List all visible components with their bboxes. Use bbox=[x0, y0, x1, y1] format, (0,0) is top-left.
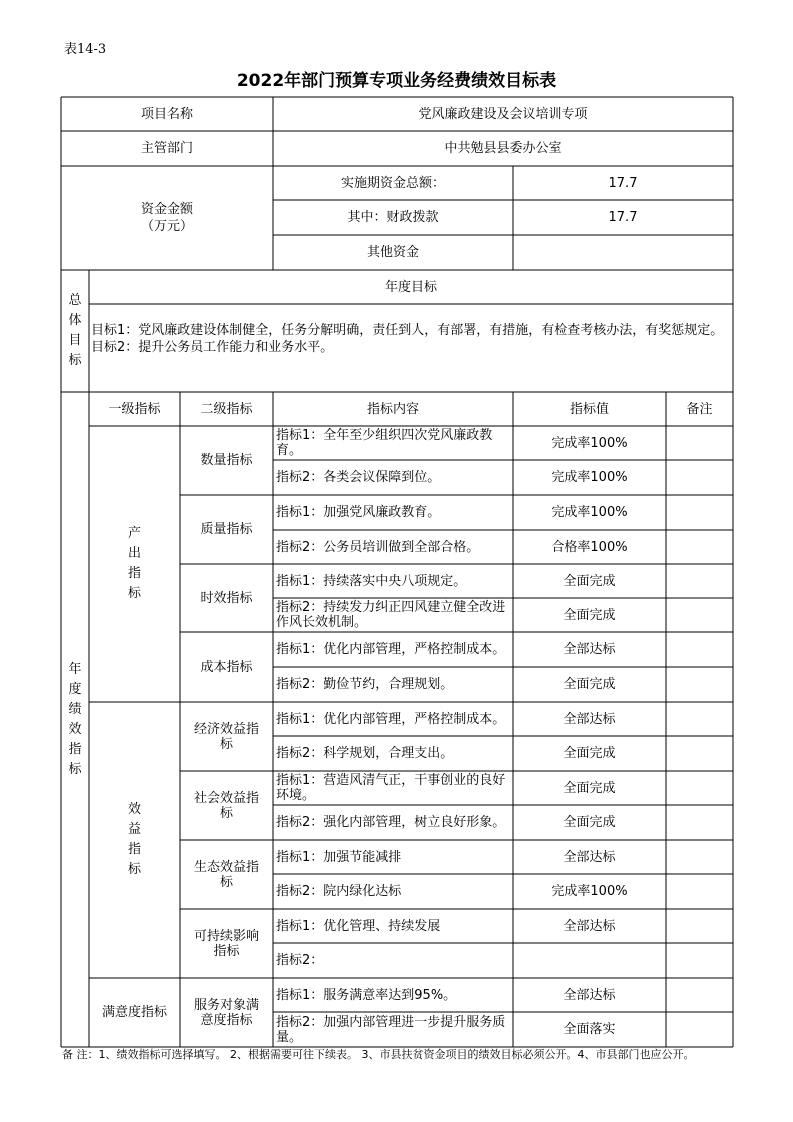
indicator-note bbox=[666, 978, 733, 1012]
total-funds-value: 17.7 bbox=[608, 175, 638, 191]
goal-2: 目标2：提升公务员工作能力和业务水平。 bbox=[91, 340, 334, 355]
indicator-note bbox=[666, 495, 733, 530]
satisfaction-indicators-label: 满意度指标 bbox=[101, 1005, 167, 1020]
col-level1-header: 一级指标 bbox=[108, 401, 161, 417]
indicator-value: 全部达标 bbox=[563, 918, 616, 934]
indicator-content: 指标2：科学规划，合理支出。 bbox=[276, 746, 454, 761]
indicator-value: 全面完成 bbox=[563, 607, 616, 623]
indicator-content: 指标1：营造风清气正，干事创业的良好环境。 bbox=[276, 773, 506, 803]
fiscal-funds-value: 17.7 bbox=[608, 210, 638, 225]
page-title: 2022年部门预算专项业务经费绩效目标表 bbox=[236, 71, 557, 91]
indicator-note bbox=[666, 771, 733, 805]
level2-indicator-name: 社会效益指标 bbox=[193, 790, 259, 821]
annual-indicators-side-label bbox=[61, 392, 89, 1047]
indicator-note bbox=[666, 943, 733, 978]
indicator-value: 全面完成 bbox=[563, 573, 616, 589]
indicator-value: 合格率100% bbox=[551, 539, 628, 555]
indicator-value: 全面完成 bbox=[563, 746, 616, 761]
annual-indicators-side-label-char: 度 bbox=[68, 681, 82, 697]
indicator-note bbox=[666, 909, 733, 943]
dept-name: 中共勉县县委办公室 bbox=[444, 141, 562, 156]
level2-indicator-name: 质量指标 bbox=[200, 522, 253, 537]
indicator-value: 全部达标 bbox=[563, 849, 616, 865]
level2-indicator-name: 服务对象满意度指标 bbox=[193, 997, 259, 1028]
funds-label-line: （万元） bbox=[140, 219, 193, 234]
annual-indicators-side-label-char: 绩 bbox=[68, 701, 82, 717]
col-level2-header: 二级指标 bbox=[200, 401, 253, 417]
output-indicators-label-char: 产 bbox=[127, 526, 141, 541]
benefit-indicators-label-char: 效 bbox=[127, 802, 141, 817]
indicator-note bbox=[666, 1012, 733, 1047]
indicator-content: 指标1：优化管理、持续发展 bbox=[276, 918, 441, 934]
footnote: 备 注：1、绩效指标可选择填写。 2、根据需要可往下续表。 3、市县扶贫资金项目的绩效目标必须公开。4、市县部门也应公开。 bbox=[62, 1048, 695, 1061]
level2-indicator-name: 可持续影响指标 bbox=[193, 928, 259, 959]
fiscal-funds-label: 其中：财政拨款 bbox=[347, 210, 439, 225]
overall-goal-side-label-char: 标 bbox=[68, 353, 82, 368]
funds-label-line: 资金金额 bbox=[140, 202, 193, 217]
col-note-header: 备注 bbox=[686, 401, 713, 417]
indicator-note bbox=[666, 426, 733, 460]
benefit-indicators-label-char: 指 bbox=[127, 842, 141, 857]
indicator-content: 指标2：持续发力纠正四风建立健全改进作风长效机制。 bbox=[276, 600, 506, 630]
table-code: 表14-3 bbox=[64, 42, 107, 57]
indicator-note bbox=[666, 530, 733, 564]
indicator-note bbox=[666, 840, 733, 874]
output-indicators-label-char: 标 bbox=[127, 586, 141, 601]
indicator-content: 指标1：服务满意率达到95%。 bbox=[276, 987, 457, 1003]
indicator-value bbox=[513, 943, 666, 978]
indicator-value: 完成率100% bbox=[551, 470, 628, 485]
indicator-content: 指标1：加强节能减排 bbox=[276, 849, 402, 865]
benefit-indicators-label-char: 益 bbox=[127, 822, 141, 837]
level2-indicator-name: 成本指标 bbox=[200, 659, 253, 675]
indicator-note bbox=[666, 736, 733, 771]
project-name: 党风廉政建设及会议培训专项 bbox=[418, 106, 588, 122]
indicator-content: 指标2：强化内部管理，树立良好形象。 bbox=[276, 815, 506, 830]
indicator-note bbox=[666, 632, 733, 667]
output-indicators-label bbox=[89, 426, 180, 702]
overall-goal-side-label-char: 总 bbox=[68, 293, 82, 308]
overall-goal-side-label-char: 目 bbox=[68, 333, 82, 348]
benefit-indicators-label bbox=[89, 702, 180, 978]
indicator-content: 指标2：公务员培训做到全部合格。 bbox=[276, 539, 480, 555]
indicator-content: 指标2：各类会议保障到位。 bbox=[276, 470, 441, 485]
output-indicators-label-char: 出 bbox=[127, 546, 141, 561]
level2-indicator-name: 时效指标 bbox=[200, 590, 253, 606]
other-funds-value bbox=[513, 235, 733, 270]
indicator-note bbox=[666, 598, 733, 632]
indicator-note bbox=[666, 805, 733, 840]
indicator-note bbox=[666, 460, 733, 495]
level2-indicator-name: 经济效益指标 bbox=[193, 721, 259, 752]
annual-goal-label: 年度目标 bbox=[384, 279, 437, 295]
indicator-content: 指标1：全年至少组织四次党风廉政教育。 bbox=[276, 428, 493, 458]
output-indicators-label-char: 指 bbox=[127, 566, 141, 581]
indicator-content: 指标2： bbox=[276, 953, 324, 968]
overall-goal-side-label-char: 体 bbox=[68, 313, 82, 328]
indicator-content: 指标1：持续落实中央八项规定。 bbox=[276, 573, 467, 589]
indicator-content: 指标2：院内绿化达标 bbox=[276, 884, 402, 899]
level2-indicator-name: 数量指标 bbox=[200, 453, 253, 468]
indicator-value: 完成率100% bbox=[551, 435, 628, 451]
overall-goals bbox=[91, 322, 791, 356]
indicator-value: 完成率100% bbox=[551, 505, 628, 520]
other-funds-label: 其他资金 bbox=[366, 245, 419, 260]
annual-indicators-side-label-char: 年 bbox=[68, 661, 82, 677]
indicator-value: 全面完成 bbox=[563, 780, 616, 796]
annual-indicators-side-label-char: 标 bbox=[68, 761, 82, 777]
level2-indicator-name: 生态效益指标 bbox=[193, 859, 259, 890]
indicator-content: 指标1：优化内部管理，严格控制成本。 bbox=[276, 711, 506, 727]
total-funds-label: 实施期资金总额： bbox=[340, 175, 445, 191]
indicator-value: 全面落实 bbox=[563, 1022, 616, 1037]
goal-1: 目标1：党风廉政建设体制健全，任务分解明确，责任到人，有部署，有措施，有检查考核办法，有奖惩规定。 bbox=[91, 323, 724, 338]
indicator-value: 全面完成 bbox=[563, 815, 616, 830]
indicator-note bbox=[666, 874, 733, 909]
col-content-header: 指标内容 bbox=[366, 401, 419, 417]
indicator-value: 全部达标 bbox=[563, 642, 616, 657]
annual-indicators-side-label-char: 效 bbox=[68, 721, 82, 737]
indicator-content: 指标1：优化内部管理，严格控制成本。 bbox=[276, 642, 506, 657]
indicator-content: 指标2：加强内部管理进一步提升服务质量。 bbox=[276, 1014, 506, 1045]
funds-label bbox=[61, 166, 273, 270]
indicator-note bbox=[666, 702, 733, 736]
project-name-label: 项目名称 bbox=[140, 106, 193, 122]
indicator-note bbox=[666, 667, 733, 702]
overall-goal-side-label bbox=[61, 270, 89, 392]
annual-indicators-side-label-char: 指 bbox=[68, 741, 82, 757]
benefit-indicators-label-char: 标 bbox=[127, 862, 141, 877]
dept-label: 主管部门 bbox=[140, 141, 193, 156]
indicator-value: 全部达标 bbox=[563, 987, 616, 1003]
indicator-content: 指标1：加强党风廉政教育。 bbox=[276, 505, 441, 520]
indicator-content: 指标2：勤俭节约，合理规划。 bbox=[276, 677, 454, 692]
indicator-value: 全部达标 bbox=[563, 711, 616, 727]
indicator-value: 全面完成 bbox=[563, 677, 616, 692]
col-value-header: 指标值 bbox=[569, 401, 609, 417]
indicator-note bbox=[666, 564, 733, 598]
indicator-value: 完成率100% bbox=[551, 884, 628, 899]
